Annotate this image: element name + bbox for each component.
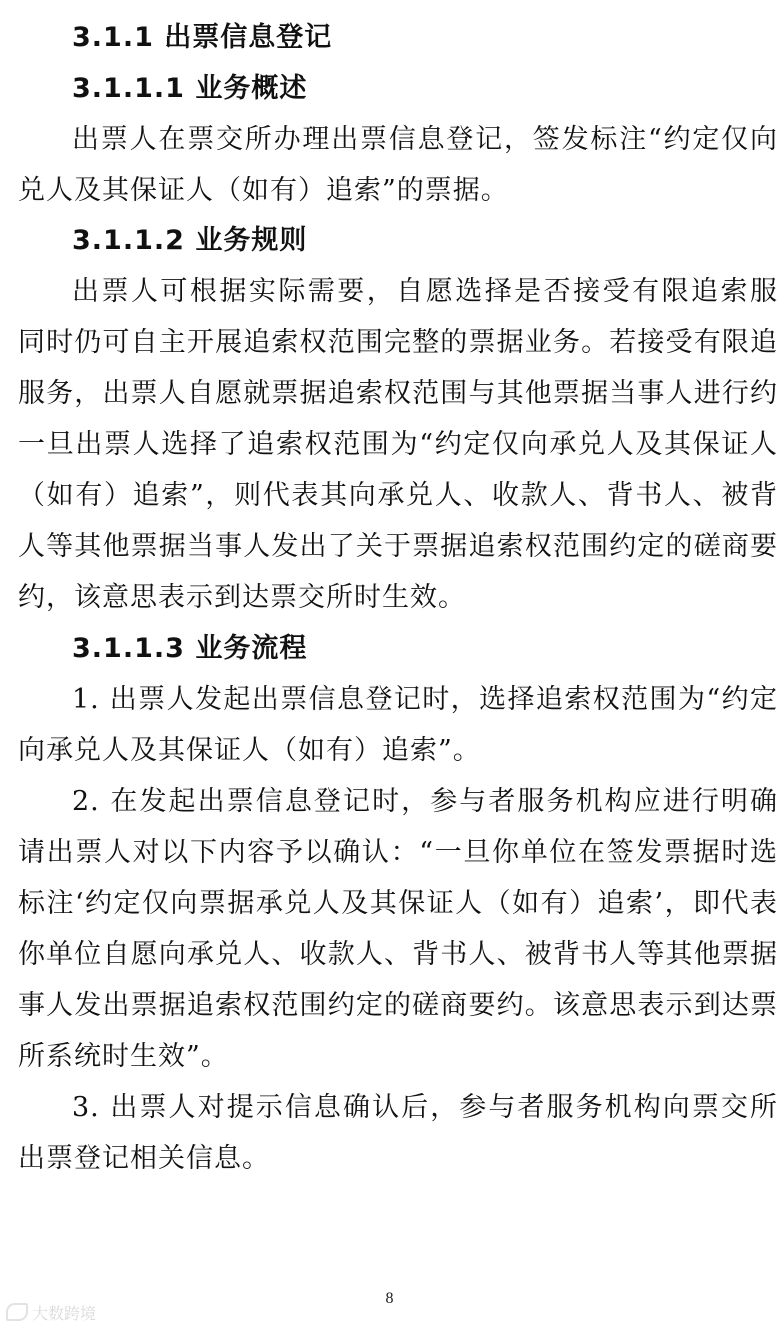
paragraph-line: 服务，出票人自愿就票据追索权范围与其他票据当事人进行约 [18, 378, 778, 409]
page-number: 8 [385, 1290, 394, 1307]
paragraph-line: 请出票人对以下内容予以确认：“一旦你单位在签发票据时选 [18, 837, 778, 868]
watermark [6, 1300, 126, 1324]
paragraph-line: 兑人及其保证人（如有）追索”的票据。 [18, 175, 509, 206]
paragraph-line: 2. 在发起出票信息登记时，参与者服务机构应进行明确 [72, 786, 778, 817]
paragraph-line: 你单位自愿向承兑人、收款人、背书人、被背书人等其他票据 [18, 939, 778, 970]
paragraph-line: 人等其他票据当事人发出了关于票据追索权范围约定的磋商要 [18, 531, 778, 562]
watermark-text: 大数跨境 [32, 1303, 97, 1323]
paragraph-line: 出票人可根据实际需要，自愿选择是否接受有限追索服 [72, 276, 778, 307]
subsection-heading-rules: 3.1.1.2 业务规则 [72, 225, 308, 256]
paragraph-line: 标注‘约定仅向票据承兑人及其保证人（如有）追索’，即代表 [18, 888, 778, 919]
paragraph-line: 向承兑人及其保证人（如有）追索”。 [18, 735, 481, 766]
section-title: 3.1.1 出票信息登记 [72, 22, 333, 53]
subsection-heading-overview: 3.1.1.1 业务概述 [72, 73, 308, 104]
paragraph-line: 一旦出票人选择了追索权范围为“约定仅向承兑人及其保证人 [18, 429, 778, 460]
subsection-heading-process: 3.1.1.3 业务流程 [72, 633, 308, 664]
paragraph-line: （如有）追索”，则代表其向承兑人、收款人、背书人、被背 [18, 480, 778, 511]
paragraph-line: 1. 出票人发起出票信息登记时，选择追索权范围为“约定 [72, 684, 778, 715]
paragraph-line: 事人发出票据追索权范围约定的磋商要约。该意思表示到达票 [18, 990, 778, 1021]
paragraph-line: 同时仍可自主开展追索权范围完整的票据业务。若接受有限追 [18, 327, 778, 358]
paragraph-line: 3. 出票人对提示信息确认后，参与者服务机构向票交所 [72, 1092, 778, 1123]
paragraph-line: 所系统时生效”。 [18, 1041, 229, 1072]
paragraph-line: 约，该意思表示到达票交所时生效。 [18, 582, 466, 613]
paragraph-line: 出票人在票交所办理出票信息登记，签发标注“约定仅向 [72, 124, 778, 155]
paragraph-line: 出票登记相关信息。 [18, 1143, 270, 1174]
watermark-logo-icon [6, 1303, 28, 1321]
